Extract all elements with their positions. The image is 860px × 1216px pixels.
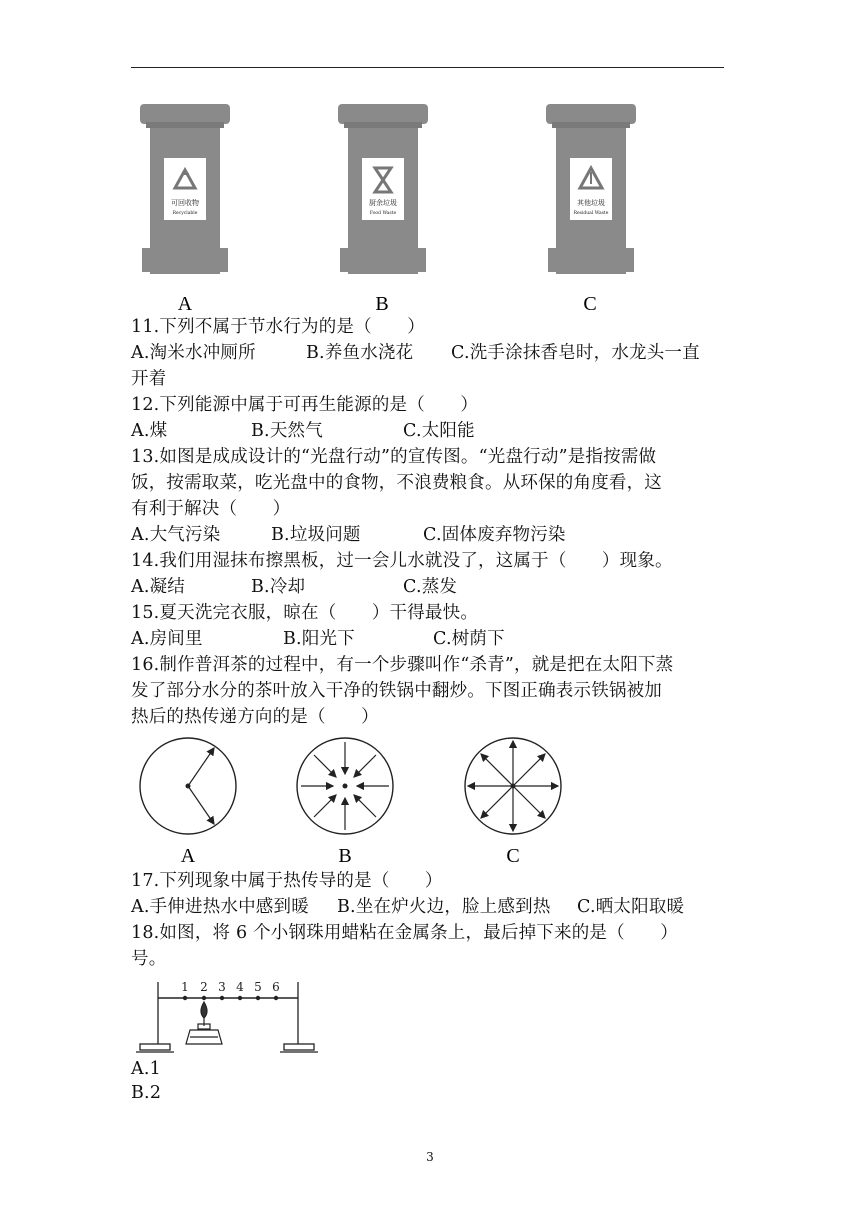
q14-option-c: C.蒸发 — [403, 577, 458, 597]
metal-bar-apparatus-figure — [130, 974, 330, 1058]
right-stand — [280, 982, 318, 1052]
bin-c-sign-cn: 其他垃圾 — [577, 199, 605, 207]
left-stand — [136, 982, 174, 1052]
q14-option-a: A.凝结 — [131, 577, 186, 597]
q13-option-c: C.固体废弃物污染 — [423, 525, 566, 545]
circle-b — [297, 738, 393, 834]
q12-option-b: B.天然气 — [251, 421, 323, 441]
q14-option-b: B.冷却 — [251, 577, 306, 597]
q12-stem: 12.下列能源中属于可再生能源的是（ ） — [131, 395, 479, 415]
q12-option-c: C.太阳能 — [403, 421, 475, 441]
q11-option-c: C.洗手涂抹香皂时，水龙头一直 — [451, 343, 700, 363]
q11-option-a: A.淘米水冲厕所 — [131, 343, 256, 363]
q18-stem-line2: 号。 — [131, 949, 167, 969]
q15-option-a: A.房间里 — [131, 629, 203, 649]
q12-option-a: A.煤 — [131, 421, 168, 441]
header-rule — [131, 67, 724, 68]
q18-stem-line1: 18.如图，将 6 个小钢珠用蜡粘在金属条上，最后掉下来的是（ ） — [131, 923, 678, 943]
bin-a — [140, 104, 230, 274]
q14-stem: 14.我们用湿抹布擦黑板，过一会儿水就没了，这属于（ ）现象。 — [131, 551, 673, 571]
garbage-bins-figure — [120, 98, 660, 318]
q15-option-c: C.树荫下 — [433, 629, 505, 649]
q13-stem-line3: 有利于解决（ ） — [131, 499, 291, 519]
bin-b-sign-en: Food Waste — [369, 211, 397, 216]
bin-label-c: C — [583, 293, 597, 315]
q16-stem-line2: 发了部分水分的茶叶放入干净的铁锅中翻炒。下图正确表示铁锅被加 — [131, 681, 662, 701]
circle-label-c: C — [506, 845, 520, 867]
circle-label-b: B — [338, 845, 352, 867]
q13-stem-line2: 饭，按需取菜，吃光盘中的食物，不浪费粮食。从环保的角度看，这 — [131, 473, 662, 493]
ball-number-4: 4 — [236, 980, 244, 994]
q17-option-c: C.晒太阳取暖 — [577, 897, 685, 917]
ball-number-3: 3 — [218, 980, 226, 994]
page-number: 3 — [426, 1150, 434, 1164]
q11-stem: 11.下列不属于节水行为的是（ ） — [131, 317, 425, 337]
q15-stem: 15.夏天洗完衣服，晾在（ ）干得最快。 — [131, 603, 479, 623]
q11-option-c-continued: 开着 — [131, 369, 167, 389]
bin-a-sign-cn: 可回收物 — [171, 199, 199, 207]
ball-number-1: 1 — [181, 980, 189, 994]
bin-b-sign-cn: 厨余垃圾 — [369, 199, 397, 207]
bin-label-b: B — [375, 293, 389, 315]
q13-option-b: B.垃圾问题 — [271, 525, 361, 545]
q16-stem-line1: 16.制作普洱茶的过程中，有一个步骤叫作“杀青”，就是把在太阳下蒸 — [131, 655, 674, 675]
q16-stem-line3: 热后的热传递方向的是（ ） — [131, 707, 379, 727]
q11-option-b: B.养鱼水浇花 — [306, 343, 414, 363]
alcohol-lamp-icon — [186, 1002, 222, 1044]
circle-c — [465, 738, 561, 834]
q13-option-a: A.大气污染 — [131, 525, 221, 545]
q15-option-b: B.阳光下 — [283, 629, 355, 649]
q17-option-a: A.手伸进热水中感到暖 — [131, 897, 309, 917]
bin-label-a: A — [177, 293, 193, 315]
q18-option-a: A.1 — [131, 1059, 161, 1079]
ball-number-6: 6 — [272, 980, 280, 994]
bin-a-sign-en: Recyclable — [172, 211, 198, 216]
heat-transfer-figure — [130, 734, 590, 870]
ball-number-2: 2 — [200, 980, 208, 994]
circle-label-a: A — [180, 845, 196, 867]
bin-c-sign-en: Residual Waste — [573, 211, 609, 216]
q17-stem: 17.下列现象中属于热传导的是（ ） — [131, 871, 443, 891]
circle-a — [140, 738, 236, 834]
q13-stem-line1: 13.如图是成成设计的“光盘行动”的宣传图。“光盘行动”是指按需做 — [131, 447, 657, 467]
q17-option-b: B.坐在炉火边，脸上感到热 — [337, 897, 551, 917]
q18-option-b: B.2 — [131, 1083, 162, 1103]
bin-c — [546, 104, 636, 274]
ball-number-5: 5 — [254, 980, 262, 994]
bin-b — [338, 104, 428, 274]
